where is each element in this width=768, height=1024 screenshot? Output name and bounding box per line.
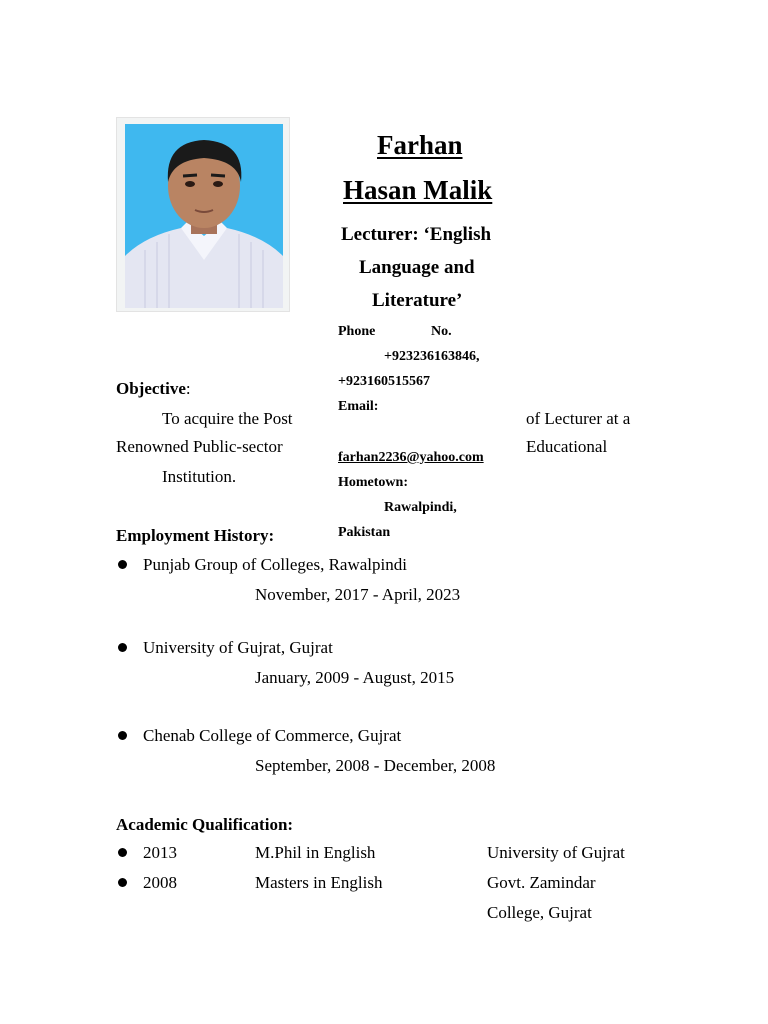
objective-line2-right: Educational <box>526 437 608 456</box>
objective-heading: Objective <box>116 379 186 398</box>
academic-institution-2: Govt. Zamindar <box>487 873 596 892</box>
academic-degree-1: M.Phil in English <box>255 843 376 862</box>
academic-institution-1: University of Gujrat <box>487 843 625 862</box>
bullet-icon <box>118 731 127 740</box>
academic-institution-2-line2: College, Gujrat <box>487 903 592 922</box>
employment-place-3: Chenab College of Commerce, Gujrat <box>143 726 402 745</box>
job-title-line1: Lecturer: ‘English <box>341 224 492 245</box>
academic-heading: Academic Qualification: <box>116 815 294 834</box>
objective-line1-right: of Lecturer at a <box>526 409 631 428</box>
hometown-city: Rawalpindi, <box>384 500 457 515</box>
name-first: Farhan <box>377 130 463 160</box>
job-title-line2: Language and <box>359 257 475 278</box>
employment-dates-2: January, 2009 - August, 2015 <box>255 668 455 687</box>
portrait-image <box>125 124 283 308</box>
bullet-icon <box>118 878 127 887</box>
email-link[interactable]: farhan2236@yahoo.com <box>338 450 484 465</box>
profile-photo <box>116 117 290 312</box>
objective-colon: : <box>185 379 191 398</box>
phone-no-label: No. <box>431 324 452 339</box>
employment-dates-1: November, 2017 - April, 2023 <box>255 585 461 604</box>
hometown-label: Hometown: <box>338 475 408 490</box>
phone-label: Phone <box>338 324 376 339</box>
phone-number-2: +923160515567 <box>338 374 430 389</box>
objective-line2-left: Renowned Public-sector <box>116 437 283 456</box>
hometown-country: Pakistan <box>338 525 391 540</box>
employment-dates-3: September, 2008 - December, 2008 <box>255 756 496 775</box>
academic-degree-2: Masters in English <box>255 873 383 892</box>
employment-place-2: University of Gujrat, Gujrat <box>143 638 333 657</box>
phone-number-1: +923236163846, <box>384 349 480 364</box>
academic-year-2: 2008 <box>143 873 177 892</box>
job-title-line3: Literature’ <box>372 290 463 311</box>
employment-heading: Employment History: <box>116 526 275 545</box>
academic-year-1: 2013 <box>143 843 177 862</box>
bullet-icon <box>118 643 127 652</box>
name-last: Hasan Malik <box>343 175 493 205</box>
objective-heading-group <box>116 379 191 399</box>
objective-line3: Institution. <box>162 467 237 486</box>
objective-line1-left: To acquire the Post <box>162 409 293 428</box>
email-label: Email: <box>338 399 379 414</box>
employment-place-1: Punjab Group of Colleges, Rawalpindi <box>143 555 407 574</box>
bullet-icon <box>118 560 127 569</box>
bullet-icon <box>118 848 127 857</box>
